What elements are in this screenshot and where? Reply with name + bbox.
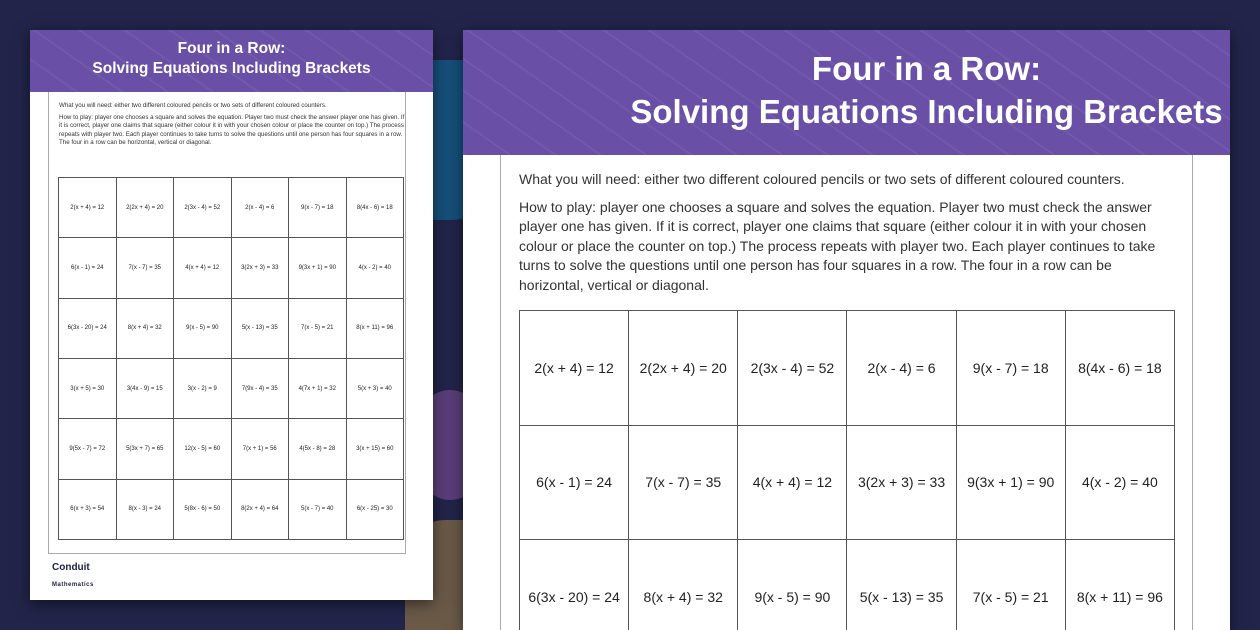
equation-cell[interactable]: 8(2x + 4) = 64 — [231, 479, 289, 539]
equation-cell[interactable]: 9(x - 5) = 90 — [738, 540, 847, 630]
equation-cell[interactable]: 2(3x - 4) = 52 — [174, 178, 232, 238]
equation-cell[interactable]: 2(x + 4) = 12 — [59, 178, 117, 238]
equation-cell[interactable]: 3(x + 5) = 30 — [59, 358, 117, 418]
needs-text: What you will need: either two different coloured pencils or two sets of different coloured counters. — [59, 102, 327, 109]
equation-cell[interactable]: 7(x - 7) = 35 — [629, 425, 738, 540]
equation-cell[interactable]: 3(x - 2) = 9 — [174, 358, 232, 418]
equation-cell[interactable]: 3(x + 15) = 60 — [346, 419, 404, 479]
equation-cell[interactable]: 5(x + 3) = 40 — [346, 358, 404, 418]
grid-row — [59, 358, 404, 418]
equation-grid — [519, 310, 1175, 630]
equation-cell[interactable]: 7(x - 5) = 21 — [289, 298, 347, 358]
equation-cell[interactable]: 3(2x + 3) = 33 — [231, 238, 289, 298]
equation-cell[interactable]: 9(x - 7) = 18 — [289, 178, 347, 238]
equation-cell[interactable]: 2(x - 4) = 6 — [847, 311, 956, 426]
equation-cell[interactable]: 7(x - 7) = 35 — [116, 238, 174, 298]
instructions-text: How to play: player one chooses a square and solves the equation. Player two must check the answer player one has given. If it is correct, player one claims that square (either colour it in with your chosen colour or place the counter on top.) The process repeats with player two. Each player continues to take turns to solve the questions until one person has four squares in a row. The four in a row can be horizontal, vertical or diagonal. — [519, 198, 1156, 293]
logo-sub: Mathematics — [52, 582, 94, 588]
equation-cell[interactable]: 6(x - 1) = 24 — [520, 425, 629, 540]
equation-cell[interactable]: 6(3x - 20) = 24 — [59, 298, 117, 358]
conduit-logo — [52, 562, 94, 591]
equation-grid — [58, 177, 404, 540]
equation-cell[interactable]: 8(x + 11) = 96 — [346, 298, 404, 358]
logo-name: Conduit — [52, 562, 90, 573]
grid-row — [59, 298, 404, 358]
equation-cell[interactable]: 8(4x - 6) = 18 — [1065, 311, 1174, 426]
equation-cell[interactable]: 8(x + 4) = 32 — [629, 540, 738, 630]
equation-cell[interactable]: 4(x + 4) = 12 — [738, 425, 847, 540]
equation-cell[interactable]: 8(x + 4) = 32 — [116, 298, 174, 358]
title-line-2: Solving Equations Including Brackets — [92, 60, 371, 77]
equation-cell[interactable]: 6(x - 1) = 24 — [59, 238, 117, 298]
equation-cell[interactable]: 7(9x - 4) = 35 — [231, 358, 289, 418]
equation-cell[interactable]: 6(x + 3) = 54 — [59, 479, 117, 539]
equation-cell[interactable]: 3(2x + 3) = 33 — [847, 425, 956, 540]
worksheet-preview-small — [30, 30, 433, 600]
title-line-1: Four in a Row: — [177, 40, 286, 57]
grid-row — [59, 238, 404, 298]
equation-cell[interactable]: 5(x - 13) = 35 — [231, 298, 289, 358]
grid-row — [520, 425, 1175, 540]
equation-cell[interactable]: 5(8x - 6) = 50 — [174, 479, 232, 539]
needs-text: What you will need: either two different coloured pencils or two sets of different coloured counters. — [519, 171, 1125, 187]
title-line-1: Four in a Row: — [811, 50, 1042, 87]
equation-cell[interactable]: 5(x - 13) = 35 — [847, 540, 956, 630]
equation-cell[interactable]: 4(x - 2) = 40 — [346, 238, 404, 298]
equation-cell[interactable]: 2(2x + 4) = 20 — [116, 178, 174, 238]
equation-cell[interactable]: 4(x - 2) = 40 — [1065, 425, 1174, 540]
equation-cell[interactable]: 8(x + 11) = 96 — [1065, 540, 1174, 630]
equation-cell[interactable]: 2(x - 4) = 6 — [231, 178, 289, 238]
equation-cell[interactable]: 2(3x - 4) = 52 — [738, 311, 847, 426]
equation-cell[interactable]: 2(x + 4) = 12 — [520, 311, 629, 426]
grid-row — [520, 311, 1175, 426]
equation-cell[interactable]: 7(x - 5) = 21 — [956, 540, 1065, 630]
equation-cell[interactable]: 4(5x - 8) = 28 — [289, 419, 347, 479]
equation-cell[interactable]: 5(x - 7) = 40 — [289, 479, 347, 539]
grid-row — [59, 178, 404, 238]
worksheet-header — [463, 30, 1230, 155]
equation-cell[interactable]: 9(x - 7) = 18 — [956, 311, 1065, 426]
equation-cell[interactable]: 2(2x + 4) = 20 — [629, 311, 738, 426]
equation-cell[interactable]: 9(3x + 1) = 90 — [956, 425, 1065, 540]
equation-cell[interactable]: 5(3x + 7) = 65 — [116, 419, 174, 479]
grid-row — [520, 540, 1175, 630]
title-line-2: Solving Equations Including Brackets — [630, 93, 1223, 130]
grid-row — [59, 479, 404, 539]
equation-cell[interactable]: 6(3x - 20) = 24 — [520, 540, 629, 630]
worksheet-preview-large — [463, 30, 1230, 630]
equation-cell[interactable]: 8(x - 3) = 24 — [116, 479, 174, 539]
equation-cell[interactable]: 9(3x + 1) = 90 — [289, 238, 347, 298]
equation-cell[interactable]: 9(5x - 7) = 72 — [59, 419, 117, 479]
instructions-text: How to play: player one chooses a square and solves the equation. Player two must check the answer player one has given. If it is correct, player one claims that square (either colour it in with your chosen colour or place the counter on top.) The process repeats with player two. Each player continues to take turns to solve the questions until one person has four squares in a row. The four in a row can be horizontal, vertical or diagonal. — [59, 113, 405, 147]
equation-cell[interactable]: 8(4x - 6) = 18 — [346, 178, 404, 238]
equation-cell[interactable]: 7(x + 1) = 56 — [231, 419, 289, 479]
worksheet-header — [30, 30, 433, 92]
equation-cell[interactable]: 12(x - 5) = 60 — [174, 419, 232, 479]
equation-cell[interactable]: 4(7x + 1) = 32 — [289, 358, 347, 418]
equation-cell[interactable]: 3(4x - 9) = 15 — [116, 358, 174, 418]
equation-cell[interactable]: 4(x + 4) = 12 — [174, 238, 232, 298]
equation-cell[interactable]: 9(x - 5) = 90 — [174, 298, 232, 358]
grid-row — [59, 419, 404, 479]
equation-cell[interactable]: 6(x - 25) = 30 — [346, 479, 404, 539]
